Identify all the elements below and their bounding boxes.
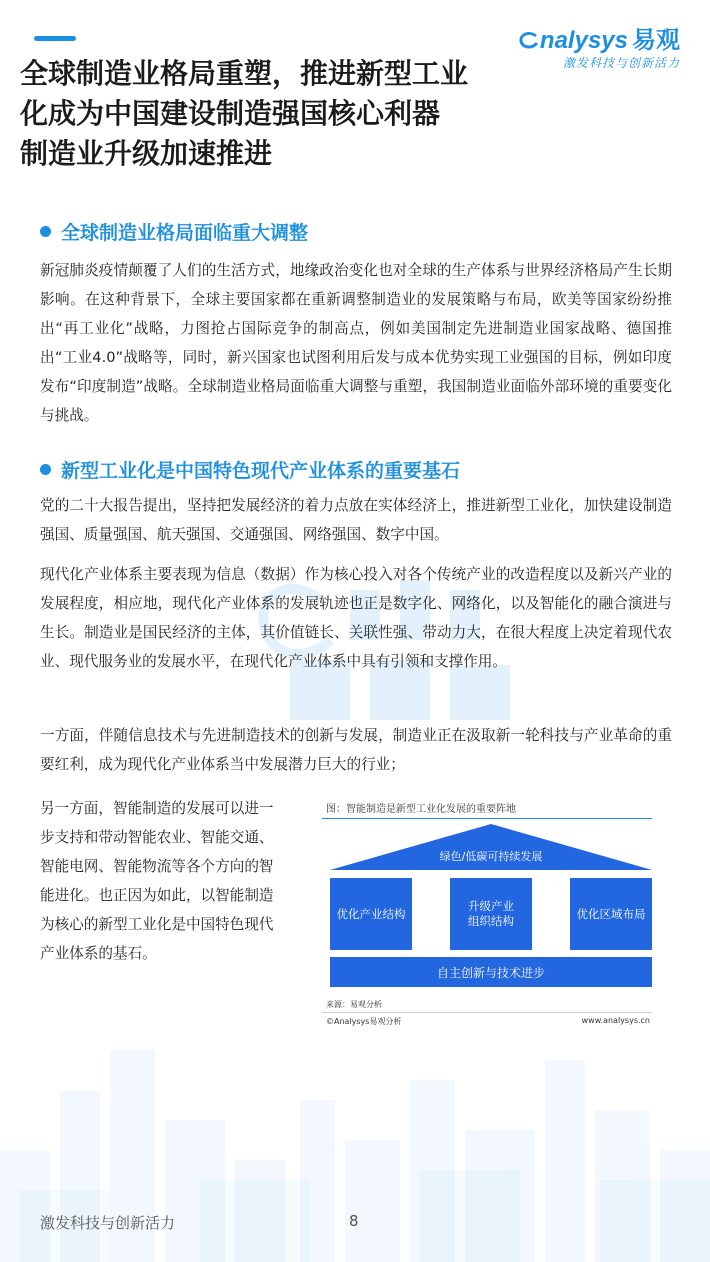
paragraph-party-congress: 党的二十大报告提出，坚持把发展经济的着力点放在实体经济上，推进新型工业化，加快建设制造强国、质量强国、航天强国、交通强国、网络强国、数字中国。	[40, 497, 672, 543]
figure-copyright: ©Analysys易观分析	[326, 1017, 402, 1026]
figure-source: 来源：易观分析	[326, 1000, 382, 1009]
figure-divider	[322, 818, 652, 819]
figure-pillar-right	[570, 878, 652, 950]
section-heading-new-industrialization	[40, 456, 460, 483]
pillar-label: 优化产业结构	[336, 906, 406, 921]
section-heading-text: 全球制造业格局面临重大调整	[61, 222, 309, 244]
figure-smart-manufacturing	[322, 800, 652, 1030]
paragraph-modern-industry: 现代化产业体系主要表现为信息（数据）作为核心投入对各个传统产业的改造程度以及新兴产业的发展程度，相应地，现代化产业体系的发展轨迹也正是数字化、网络化，以及智能化的融合演进与生长。制造业是国民经济的主体，其价值链长、关联性强、带动力大，在很大程度上决定着现代农业、现代服务业的发展水平，在现代化产业体系中具有引领和支撑作用。	[40, 566, 672, 670]
figure-roof-label: 绿色/低碳可持续发展	[439, 850, 543, 863]
pillar-label-line2: 组织结构	[468, 914, 514, 928]
footer-slogan: 激发科技与创新活力	[40, 1214, 176, 1232]
pillar-label-line1: 升级产业	[468, 899, 514, 913]
figure-divider-bottom	[322, 1012, 652, 1013]
figure-pillar-left	[330, 878, 412, 950]
paragraph-global-adjustment: 新冠肺炎疫情颠覆了人们的生活方式，地缘政治变化也对全球的生产体系与世界经济格局产生长期影响。在这种背景下，全球主要国家都在重新调整制造业的发展策略与布局，欧美等国家纷纷推出“再工业化”战略，力图抢占国际竞争的制高点，例如美国制定先进制造业国家战略、德国推出“工业4.0”战略等，同时，新兴国家也试图利用后发与成本优势实现工业强国的目标，例如印度发布“印度制造”战略。全球制造业格局面临重大调整与重塑，我国制造业面临外部环境的重要变化与挑战。	[40, 262, 672, 424]
section-heading-global	[40, 218, 308, 245]
bullet-dot-icon	[40, 226, 51, 237]
page-number: 8	[349, 1212, 359, 1230]
logo-swirl-icon	[518, 32, 540, 50]
paragraph-on-other-hand: 另一方面，智能制造的发展可以进一步支持和带动智能农业、智能交通、智能电网、智能物流等各个方向的智能进化。也正因为如此，以智能制造为核心的新型工业化是中国特色现代产业体系的基石。	[40, 800, 274, 962]
pillar-label: 优化区域布局	[576, 906, 646, 921]
figure-url: www.analysys.cn	[581, 1016, 650, 1025]
figure-title: 图：智能制造是新型工业化发展的重要阵地	[326, 804, 516, 815]
accent-bar	[34, 36, 76, 41]
logo-cn: 易观	[632, 26, 680, 54]
logo-wordmark: nalysys	[539, 27, 628, 54]
title-line: 制造业升级加速推进	[20, 137, 273, 170]
page-title	[20, 54, 550, 174]
figure-base: 自主创新与技术进步	[330, 957, 652, 987]
logo-tagline: 激发科技与创新活力	[562, 56, 680, 70]
title-line: 全球制造业格局重塑，推进新型工业	[20, 57, 469, 90]
paragraph-on-one-hand: 一方面，伴随信息技术与先进制造技术的创新与发展，制造业正在汲取新一轮科技与产业革命的重要红利，成为现代化产业体系当中发展潜力巨大的行业；	[40, 727, 672, 773]
section-heading-text: 新型工业化是中国特色现代产业体系的重要基石	[61, 460, 461, 482]
bullet-dot-icon	[40, 464, 51, 475]
title-line: 化成为中国建设制造强国核心利器	[20, 97, 441, 130]
figure-pillar-center	[450, 878, 532, 950]
